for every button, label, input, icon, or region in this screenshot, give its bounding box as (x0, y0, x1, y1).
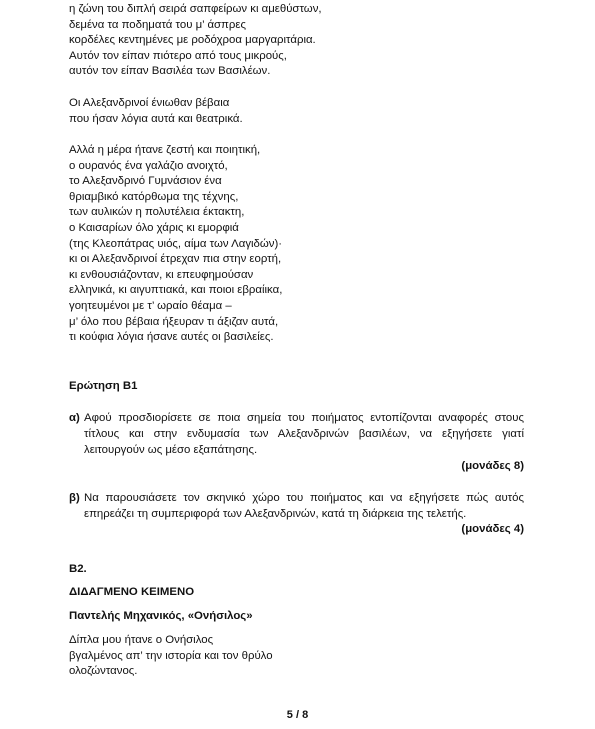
poem-line: Αυτόν τον είπαν πιότερο από τους μικρούς, (69, 49, 287, 62)
poem-line: η ζώνη του διπλή σειρά σαπφείρων κι αμεθύστων, (69, 3, 322, 15)
poem-line: Οι Αλεξανδρινοί ένιωθαν βέβαια (69, 97, 230, 109)
question-b-label: β) (69, 492, 80, 504)
question-b-marks: (μονάδες 4) (461, 523, 524, 535)
poem-line: αυτόν τον είπαν Βασιλέα των Βασιλέων. (69, 65, 271, 78)
page-number: 5 / 8 (286, 709, 309, 721)
poem-line: Αλλά η μέρα ήτανε ζεστή και ποιητική, (69, 144, 261, 156)
poem-line: ο Καισαρίων όλο χάρις κι εμορφιά (69, 221, 239, 234)
question-b-text: Να παρουσιάσετε τον σκηνικό χώρο του ποιήματος και να εξηγήσετε πώς αυτός επηρεάζει τη συμπεριφορά των Αλεξανδρινών, κατά τη διάρκεια της τελετής. (84, 492, 524, 520)
question-a-label: α) (69, 412, 80, 424)
onisilos-excerpt (69, 633, 273, 680)
poem-line: των αυλικών η πολυτέλεια έκτακτη, (69, 206, 245, 219)
poem-line: τι κούφια λόγια ήσανε αυτές οι βασιλείες. (69, 331, 274, 344)
poem-line: βγαλμένος απ’ την ιστορία και τον θρύλο (69, 649, 273, 662)
poem-line: κορδέλες κεντημένες με ροδόχροα μαργαριτάρια. (69, 34, 316, 47)
poem-line: (της Κλεοπάτρας υιός, αίμα των Λαγιδών)· (69, 237, 283, 250)
section-b2-heading: Β2. (69, 563, 87, 575)
poem-line: Δίπλα μου ήτανε ο Ονήσιλος (69, 634, 214, 646)
poem-line: μ’ όλο που βέβαια ήξευραν τι άξιζαν αυτά, (69, 315, 279, 328)
poem-line: ολοζώντανος. (69, 665, 138, 678)
poem-line: θριαμβικό κατόρθωμα της τέχνης, (69, 190, 239, 203)
section-b2-subheading: ΔΙΔΑΓΜΕΝΟ ΚΕΙΜΕΝΟ (69, 586, 195, 598)
poem-line: ο ουρανός ένα γαλάζιο ανοιχτό, (69, 159, 228, 172)
poem-line: το Αλεξανδρινό Γυμνάσιον ένα (69, 175, 222, 188)
poem-stanza-1 (69, 2, 322, 80)
author-title: Παντελής Μηχανικός, «Ονήσιλος» (69, 610, 253, 622)
poem-line: κι οι Αλεξανδρινοί έτρεχαν πια στην εορτή, (69, 253, 282, 266)
question-a-text: Αφού προσδιορίσετε σε ποια σημεία του ποιήματος εντοπίζονται αναφορές στους τίτλους και στην ενδυμασία των Αλεξανδρινών βασιλέων, να εξηγήσετε γιατί λειτουργούν ως μέσο εξαπάτησης. (84, 412, 524, 456)
poem-line: κι ενθουσιάζονταν, κι επευφημούσαν (69, 268, 254, 281)
poem-line: δεμένα τα ποδηματά του μ’ άσπρες (69, 18, 246, 31)
question-b1-a (69, 410, 524, 458)
question-a-marks: (μονάδες 8) (461, 460, 524, 472)
poem-stanza-3 (69, 143, 282, 346)
poem-stanza-2 (69, 96, 243, 127)
poem-line: ελληνικά, κι αιγυπτιακά, και ποιοι εβραίικα, (69, 284, 283, 297)
question-b1-heading: Ερώτηση Β1 (69, 380, 138, 392)
question-b1-b (69, 490, 524, 522)
poem-line: που ήσαν λόγια αυτά και θεατρικά. (69, 112, 243, 125)
poem-line: γοητευμένοι με τ’ ωραίο θέαμα – (69, 299, 232, 312)
